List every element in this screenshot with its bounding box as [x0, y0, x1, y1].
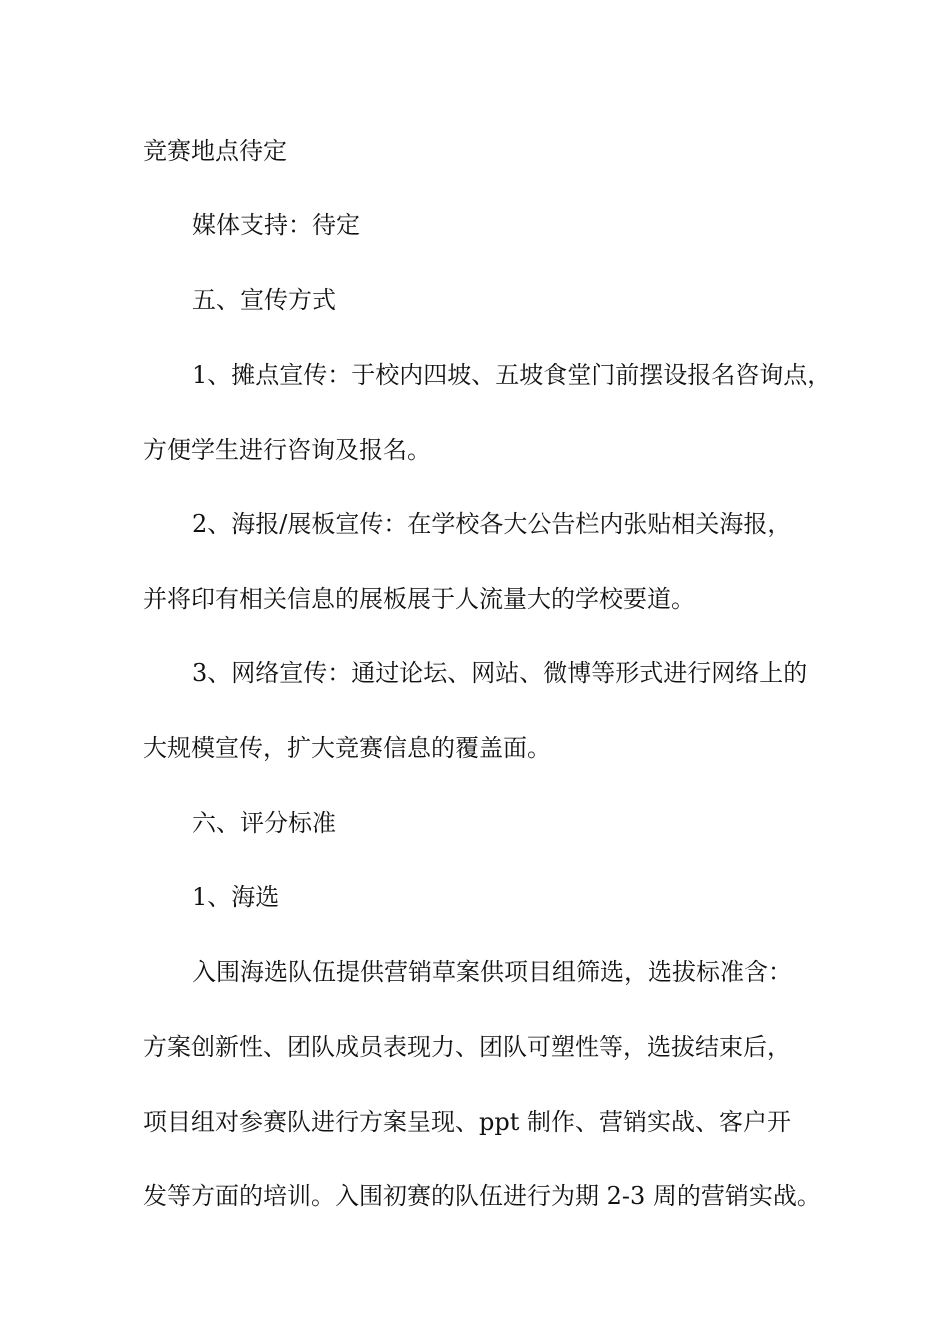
text-line-booth-promotion: 1、摊点宣传：于校内四坡、五坡食堂门前摆设报名咨询点， [192, 361, 832, 389]
section-heading-promotion: 五、宣传方式 [192, 286, 336, 314]
text-line-media-support: 媒体支持：待定 [192, 211, 360, 239]
text-line-audition-4: 发等方面的培训。入围初赛的队伍进行为期 2-3 周的营销实战。 [143, 1182, 821, 1210]
text-line-poster-promotion: 2、海报/展板宣传：在学校各大公告栏内张贴相关海报， [192, 510, 792, 538]
subheading-audition: 1、海选 [192, 883, 280, 911]
text-line-booth-promotion-cont: 方便学生进行咨询及报名。 [143, 436, 431, 464]
text-line-online-promotion: 3、网络宣传：通过论坛、网站、微博等形式进行网络上的 [192, 659, 808, 687]
text-line-audition-1: 入围海选队伍提供营销草案供项目组筛选，选拔标准含： [192, 958, 792, 986]
text-line-venue: 竞赛地点待定 [143, 137, 287, 165]
text-line-poster-promotion-cont: 并将印有相关信息的展板展于人流量大的学校要道。 [143, 585, 695, 613]
text-line-audition-2: 方案创新性、团队成员表现力、团队可塑性等，选拔结束后， [143, 1033, 791, 1061]
text-line-audition-3: 项目组对参赛队进行方案呈现、ppt 制作、营销实战、客户开 [143, 1108, 791, 1136]
text-line-online-promotion-cont: 大规模宣传，扩大竞赛信息的覆盖面。 [143, 734, 551, 762]
section-heading-scoring: 六、评分标准 [192, 809, 336, 837]
